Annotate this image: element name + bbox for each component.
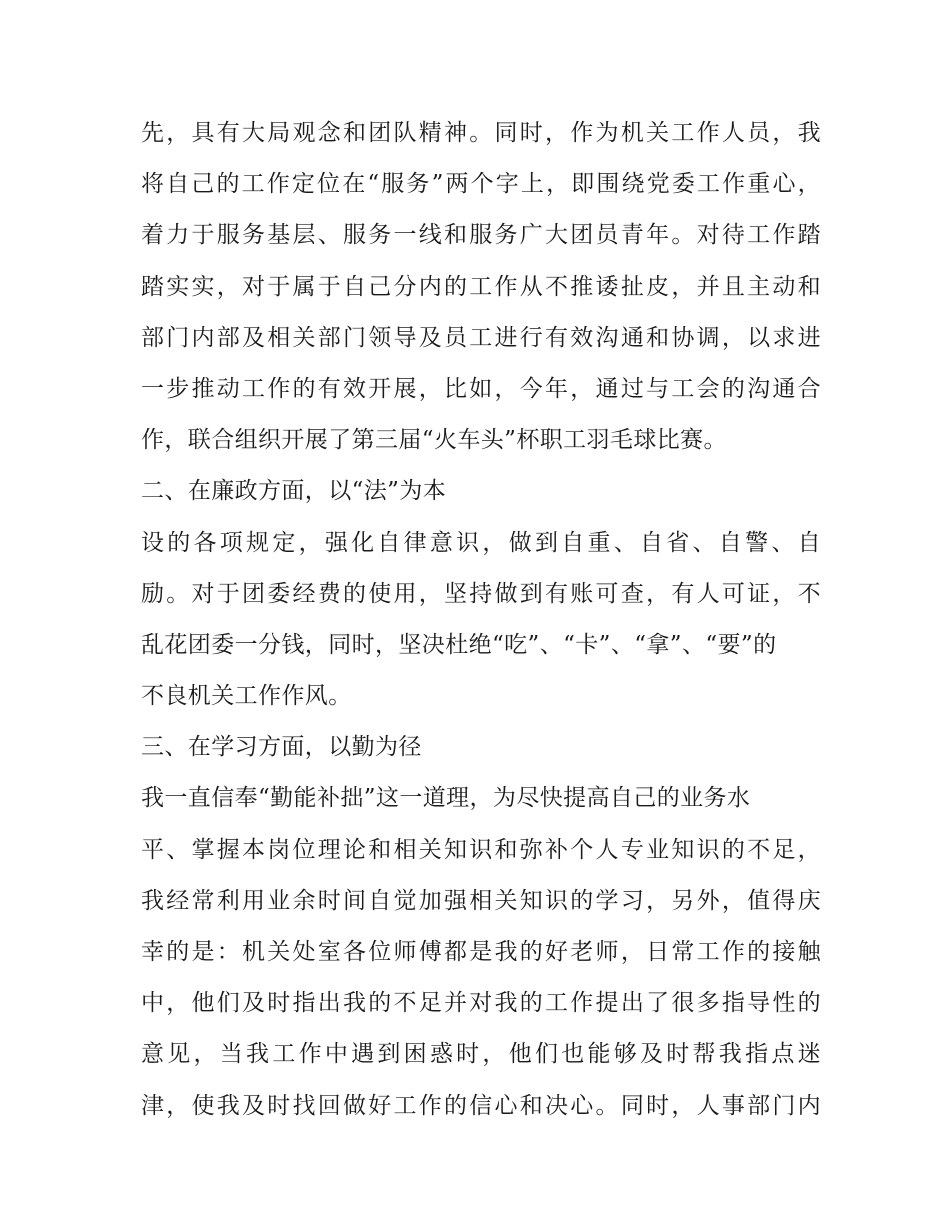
text-line: 部门内部及相关部门领导及员工进行有效沟通和协调，以求进 (141, 324, 821, 351)
text-line: 幸的是：机关处室各位师傅都是我的好老师，日常工作的接触 (141, 939, 821, 965)
text-line: 励。对于团委经费的使用，坚持做到有账可查，有人可证，不 (141, 580, 821, 607)
text-line: 意见，当我工作中遇到困惑时，他们也能够及时帮我指点迷 (141, 1041, 821, 1068)
text-line: 设的各项规定，强化自律意识，做到自重、自省、自警、自 (141, 529, 821, 556)
section-heading: 三、在学习方面，以勤为径 (141, 734, 422, 761)
text-line: 我一直信奉“勤能补拙”这一道理，为尽快提高自己的业务水 (141, 785, 751, 812)
text-line: 着力于服务基层、服务一线和服务广大团员青年。对待工作踏 (141, 222, 821, 249)
text-line: 平、掌握本岗位理论和相关知识和弥补个人专业知识的不足， (141, 836, 821, 863)
text-line: 将自己的工作定位在“服务”两个字上，即围绕党委工作重心， (141, 171, 821, 198)
text-line: 中，他们及时指出我的不足并对我的工作提出了很多指导性的 (141, 990, 821, 1017)
text-line: 津，使我及时找回做好工作的信心和决心。同时，人事部门内 (141, 1092, 821, 1119)
text-line: 我经常利用业余时间自觉加强相关知识的学习，另外，值得庆 (141, 887, 821, 914)
text-line: 踏实实，对于属于自己分内的工作从不推诿扯皮，并且主动和 (141, 273, 821, 300)
text-line: 先，具有大局观念和团队精神。同时，作为机关工作人员，我 (141, 120, 821, 146)
text-line: 作，联合组织开展了第三届“火车头”杯职工羽毛球比赛。 (141, 427, 727, 454)
text-line: 乱花团委一分钱，同时，坚决杜绝“吃”、“卡”、“拿”、“要”的 (141, 631, 777, 658)
body-text (141, 108, 821, 1132)
text-line: 不良机关工作作风。 (141, 683, 352, 710)
text-line: 一步推动工作的有效开展，比如，今年，通过与工会的沟通合 (141, 375, 821, 402)
section-heading: 二、在廉政方面，以“法”为本 (141, 478, 447, 505)
